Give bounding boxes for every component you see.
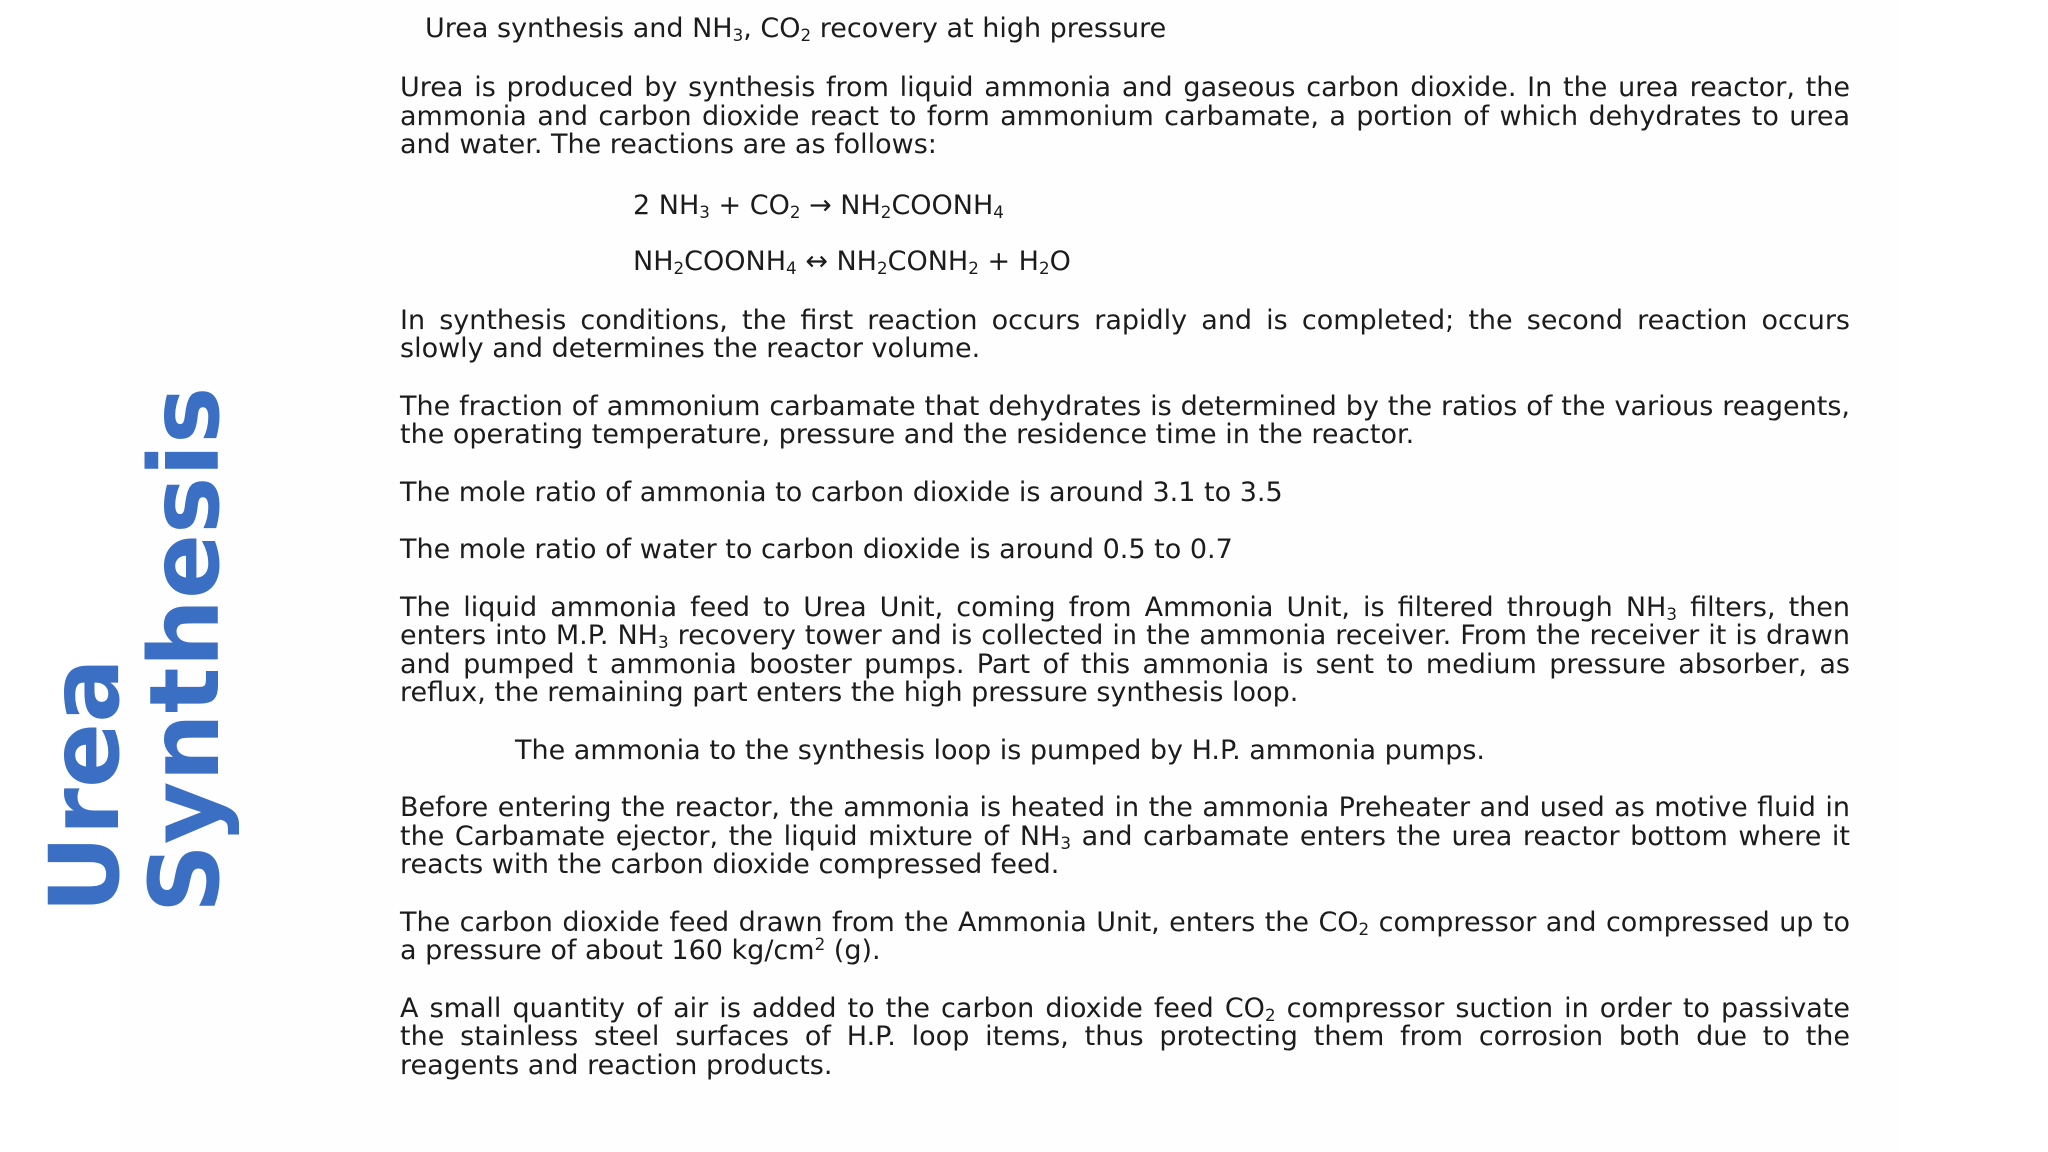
paragraph-ammonia-feed: The liquid ammonia feed to Urea Unit, coming from Ammonia Unit, is filtered through $NH_3$ filters, then enters into M.P. $NH_3$ recovery tower and is collected in the ammonia receiver. From the receiver it is drawn and pumped t ammonia booster pumps. Part of this ammonia is sent to medium pressure absorber, as reflux, the remaining part enters the high pressure synthesis loop. [400, 591, 1851, 708]
paragraph-intro: Urea is produced by synthesis from liquid ammonia and gaseous carbon dioxide. In the urea reactor, the ammonia and carbon dioxide react to form ammonium carbamate, a portion of which dehydrates to urea and water. The reactions are as follows: [400, 72, 1850, 160]
paragraph-hp-pumps: The ammonia to the synthesis loop is pumped by H.P. ammonia pumps. [515, 734, 1486, 766]
paragraph-fraction: The fraction of ammonium carbamate that dehydrates is determined by the ratios of the various reagents, the operating temperature, pressure and the residence time in the reactor. [400, 390, 1850, 450]
paragraph-ratio-ammonia: The mole ratio of ammonia to carbon dioxide is around 3.1 to 3.5 [400, 476, 1283, 508]
document-heading: Urea synthesis and $NH_3$, $CO_2$ recovery at high pressure [425, 13, 1167, 46]
sidebar-title-line2: Synthesis [129, 386, 241, 914]
equation-carbamate-formation: 2 $NH_3 + CO_2$ → $NH_2COONH_4$ [633, 189, 1004, 222]
sidebar-title [30, 380, 240, 920]
paragraph-co2-feed: The carbon dioxide feed drawn from the Ammonia Unit, enters the $CO_2$ compressor and compressed up to a pressure of about 160 $kg/cm^2$ (g). [400, 906, 1850, 966]
paragraph-conditions: In synthesis conditions, the first reaction occurs rapidly and is completed; the second reaction occurs slowly and determines the reactor volume. [400, 304, 1850, 364]
document-content [400, 12, 1850, 1109]
equation-carbamate-dehydration: $NH_2COONH_4$ ↔ $NH_2CONH_2 + H_2O$ [633, 245, 1071, 278]
sidebar-title-line1: Urea [29, 658, 141, 914]
paragraph-ratio-water: The mole ratio of water to carbon dioxide is around 0.5 to 0.7 [400, 534, 1233, 565]
paragraph-preheater: Before entering the reactor, the ammonia is heated in the ammonia Preheater and used as motive fluid in the Carbamate ejector, the liquid mixture of $NH_3$ and carbamate enters the urea reactor bottom where it reacts with the carbon dioxide compressed feed. [400, 792, 1850, 880]
sidebar-title-text [29, 386, 241, 914]
paragraph-air-passivation: A small quantity of air is added to the carbon dioxide feed $CO_2$ compressor suction in order to passivate the stainless steel surfaces of H.P. loop items, thus protecting them from corrosion both due to the reagents and reaction products. [400, 992, 1850, 1081]
